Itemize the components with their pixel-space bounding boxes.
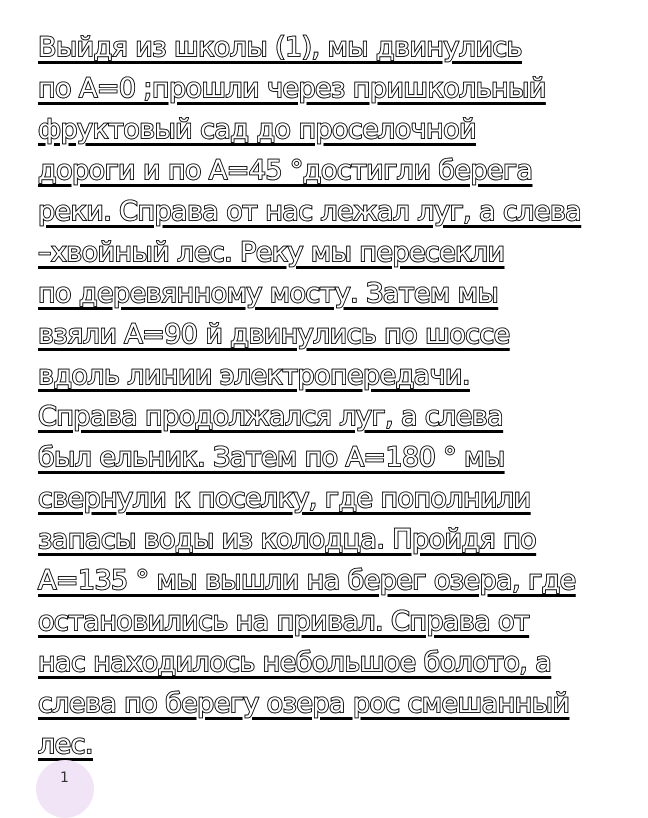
page-number-label: 1 xyxy=(60,770,69,786)
text-line: лес. xyxy=(38,729,93,760)
text-line: Справа продолжался луг, а слева xyxy=(38,401,504,432)
text-line: дороги и по А=45 °достигли берега xyxy=(38,155,533,186)
text-line: взяли А=90 й двинулись по шоссе xyxy=(38,319,510,350)
text-line: реки. Справа от нас лежал луг, а слева xyxy=(38,196,582,227)
text-line: по деревянному мосту. Затем мы xyxy=(38,278,499,309)
text-line: А=135 ° мы вышли на берег озера, где xyxy=(38,565,576,596)
page-number-badge xyxy=(36,760,94,818)
text-line: слева по берегу озера рос смешанный xyxy=(38,688,570,719)
text-line: нас находилось небольшое болото, а xyxy=(38,647,552,678)
text-line: фруктовый сад до проселочной xyxy=(38,114,476,145)
text-line: остановились на привал. Справа от xyxy=(38,606,530,637)
text-line: по А=0 ;прошли через пришкольный xyxy=(38,73,546,104)
text-line: был ельник. Затем по А=180 ° мы xyxy=(38,442,505,473)
text-line: вдоль линии электропередачи. xyxy=(38,360,470,391)
text-line: –хвойный лес. Реку мы пересекли xyxy=(38,237,505,268)
text-line: запасы воды из колодца. Пройдя по xyxy=(38,524,537,555)
text-line: Выйдя из школы (1), мы двинулись xyxy=(38,32,522,63)
route-description-paragraph xyxy=(38,27,648,765)
text-line: свернули к поселку, где пополнили xyxy=(38,483,531,514)
